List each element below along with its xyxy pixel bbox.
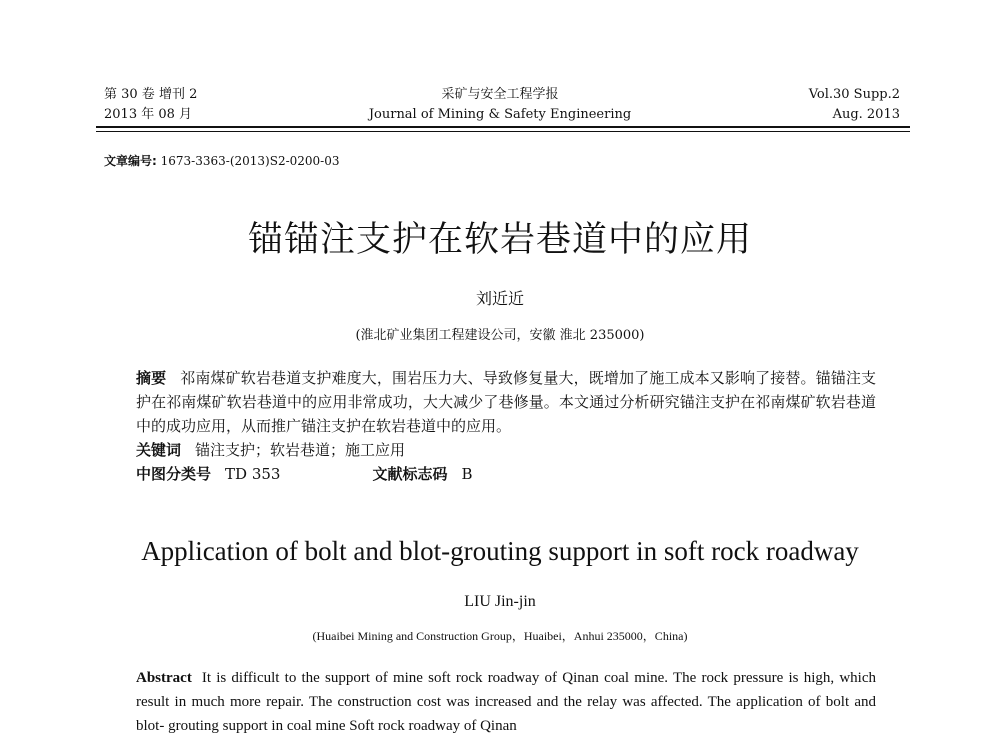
paper-title-cn: 锚锚注支护在软岩巷道中的应用	[247, 220, 752, 260]
keywords-cn	[136, 438, 876, 462]
abstract-cn-label: 摘要	[136, 369, 167, 387]
journal-vol-supp: Vol.30 Supp.2	[808, 87, 900, 102]
journal-name-cn: 采矿与安全工程学报	[441, 87, 559, 102]
keywords-cn-label: 关键词	[136, 441, 182, 459]
paper-title-en: Application of bolt and blot-grouting support in soft rock roadway	[141, 536, 859, 566]
class-number-value: TD 353	[225, 465, 281, 483]
article-number	[104, 152, 340, 169]
affiliation-en: (Huaibei Mining and Construction Group，Huaibei，Anhui 235000，China)	[312, 629, 688, 643]
classification-row	[136, 462, 876, 486]
abstract-cn-text: 祁南煤矿软岩巷道支护难度大，围岩压力大、导致修复量大，既增加了施工成本又影响了接替。锚锚注支护在祁南煤矿软岩巷道中的应用非常成功，大大减少了巷修量。本文通过分析研究锚注支护在祁南煤矿软岩巷道中的成功应用，从而推广锚注支护在软岩巷道中的应用。	[136, 369, 876, 435]
header-rule-thin	[96, 131, 910, 132]
doc-code-value: B	[461, 465, 473, 483]
abstract-cn	[136, 366, 876, 438]
article-number-label: 文章编号:	[104, 154, 157, 168]
author-cn: 刘近近	[475, 289, 524, 308]
keywords-cn-text: 锚注支护；软岩巷道；施工应用	[195, 441, 406, 459]
affiliation-cn: (淮北矿业集团工程建设公司，安徽 淮北 235000)	[355, 328, 645, 343]
doc-code-label: 文献标志码	[372, 465, 448, 483]
article-number-value: 1673-3363-(2013)S2-0200-03	[160, 154, 340, 168]
abstract-en-text: It is difficult to the support of mine soft rock roadway of Qinan coal mine. The rock pressure is high, which result in much more repair. The construction cost was increased and the relay was affected. The application of bolt and blot- grouting support in coal mine Soft rock roadway of Qinan	[136, 670, 876, 734]
journal-volume: 第 30 卷 增刊 2	[104, 87, 198, 102]
journal-name-en: Journal of Mining & Safety Engineering	[368, 107, 632, 122]
journal-date-en: Aug. 2013	[832, 107, 900, 122]
abstract-en	[136, 666, 876, 738]
header-rule-thick	[96, 126, 910, 128]
journal-volume-en	[809, 85, 900, 125]
abstract-cn-block	[136, 366, 876, 486]
abstract-en-label: Abstract	[136, 670, 192, 686]
journal-date-cn: 2013 年 08 月	[104, 107, 193, 122]
author-en: LIU Jin-jin	[464, 593, 536, 610]
class-number-label: 中图分类号	[136, 465, 212, 483]
